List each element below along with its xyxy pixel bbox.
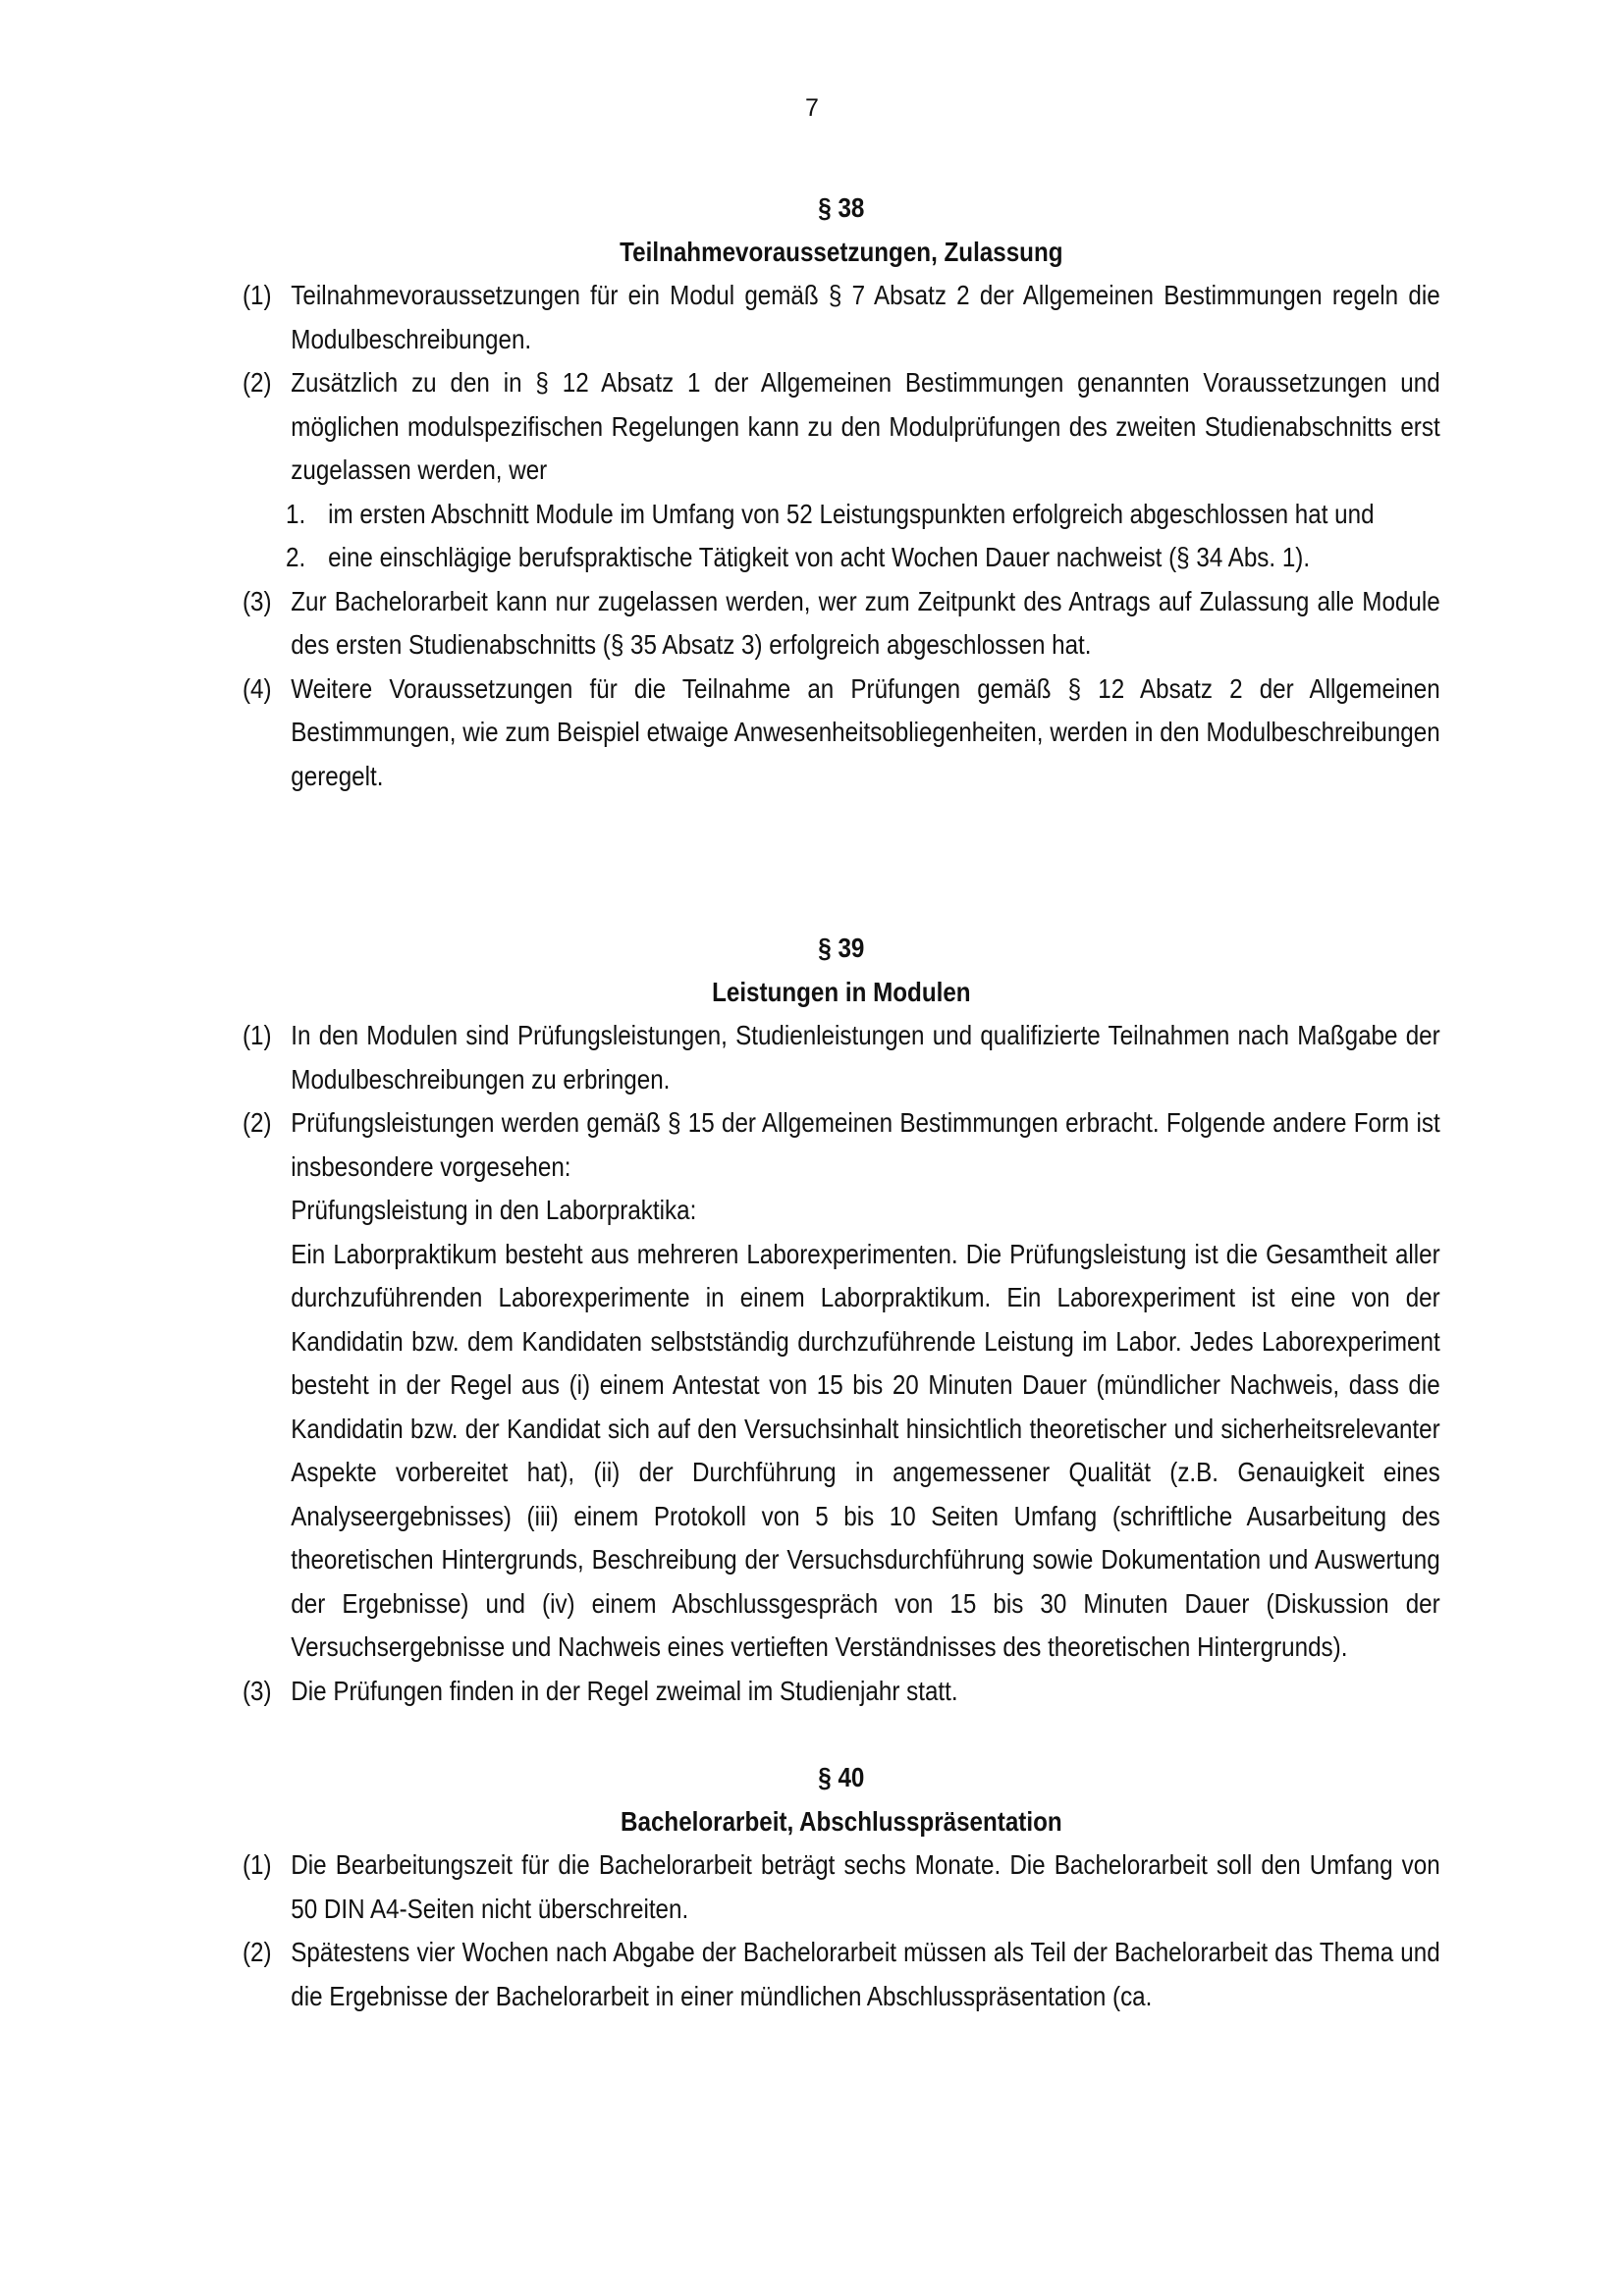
section-title: Bachelorarbeit, Abschlusspräsentation	[621, 1805, 1062, 1837]
list-item-text: im ersten Abschnitt Module im Umfang von 52 Leistungspunkten erfolgreich abgeschlossen hat und	[328, 498, 1375, 529]
document-body	[243, 187, 1440, 2018]
paragraph-number: (3)	[243, 1675, 272, 1706]
section-number: § 38	[818, 192, 865, 223]
list-item-number: 1.	[286, 498, 306, 529]
paragraph-text: In den Modulen sind Prüfungsleistungen, Studienleistungen und qualifizierte Teilnahmen nach Maßgabe der Modulbeschreibungen zu erbringen.	[291, 1020, 1440, 1095]
paragraph-text: Zur Bachelorarbeit kann nur zugelassen werden, wer zum Zeitpunkt des Antrags auf Zulassung alle Module des ersten Studienabschnitts (§ 35 Absatz 3) erfolgreich abgeschlossen hat.	[291, 585, 1440, 660]
paragraph-number: (3)	[243, 585, 272, 616]
paragraph-number: (1)	[243, 1020, 272, 1050]
paragraph-number: (2)	[243, 367, 272, 398]
paragraph-number: (4)	[243, 672, 272, 704]
list-item	[243, 493, 1440, 537]
paragraph-text: Prüfungsleistungen werden gemäß § 15 der Allgemeinen Bestimmungen erbracht. Folgende andere Form ist insbesondere vorgesehen:	[291, 1107, 1440, 1182]
section-number: § 40	[818, 1762, 865, 1792]
paragraph-number: (2)	[243, 1107, 272, 1138]
paragraph-text: Die Bearbeitungszeit für die Bachelorarbeit beträgt sechs Monate. Die Bachelorarbeit soll den Umfang von 50 DIN A4-Seiten nicht überschreiten.	[291, 1849, 1440, 1924]
paragraph	[243, 580, 1440, 667]
section-number: § 39	[818, 933, 865, 963]
paragraph	[243, 1101, 1440, 1670]
list-item-number: 2.	[286, 542, 306, 572]
paragraph-number: (1)	[243, 280, 272, 310]
paragraph-text: Weitere Voraussetzungen für die Teilnahme an Prüfungen gemäß § 12 Absatz 2 der Allgemeinen Bestimmungen, wie zum Beispiel etwaige Anwesenheitsobliegenheiten, werden in den Modulbeschreibungen geregelt.	[291, 672, 1440, 791]
section-40	[243, 1756, 1440, 2018]
paragraph	[243, 1670, 1440, 1714]
paragraph-number: (1)	[243, 1849, 272, 1880]
section-title: Leistungen in Modulen	[712, 976, 971, 1007]
paragraph-subheading: Prüfungsleistung in den Laborpraktika:	[291, 1195, 697, 1225]
page-number: 7	[805, 94, 819, 122]
paragraph-body: Ein Laborpraktikum besteht aus mehreren Laborexperimenten. Die Prüfungsleistung ist die Gesamtheit aller durchzuführenden Laborexperimente in einem Laborpraktikum. Ein Laborexperiment ist eine von der Kandidatin bzw. dem Kandidaten selbstständig durchzuführende Leistung im Labor. Jedes Laborexperiment besteht in der Regel aus (i) einem Antestat von 15 bis 20 Minuten Dauer (mündlicher Nachweis, dass die Kandidatin bzw. der Kandidat sich auf den Versuchsinhalt hinsichtlich theoretischer und sicherheitsrelevanter Aspekte vorbereitet hat), (ii) der Durchführung in angemessener Qualität (z.B. Genauigkeit eines Analyseergebnisses) (iii) einem Protokoll von 5 bis 10 Seiten Umfang (schriftliche Ausarbeitung des theoretischen Hintergrunds, Beschreibung der Versuchsdurchführung sowie Dokumentation und Auswertung der Ergebnisse) und (iv) einem Abschlussgespräch von 15 bis 30 Minuten Dauer (Diskussion der Versuchsergebnisse und Nachweis eines vertieften Verständnisses des theoretischen Hintergrunds).	[291, 1238, 1440, 1662]
paragraph	[243, 1014, 1440, 1101]
paragraph-text: Teilnahmevoraussetzungen für ein Modul gemäß § 7 Absatz 2 der Allgemeinen Bestimmungen regeln die Modulbeschreibungen.	[291, 280, 1440, 354]
section-38	[243, 187, 1440, 798]
section-title: Teilnahmevoraussetzungen, Zulassung	[620, 236, 1063, 267]
paragraph	[243, 1843, 1440, 1931]
paragraph	[243, 274, 1440, 361]
list-item	[243, 536, 1440, 580]
section-39	[243, 927, 1440, 1713]
paragraph-text: Zusätzlich zu den in § 12 Absatz 1 der Allgemeinen Bestimmungen genannten Voraussetzungen und möglichen modulspezifischen Regelungen kann zu den Modulprüfungen des zweiten Studienabschnitts erst zugelassen werden, wer	[291, 367, 1440, 485]
paragraph	[243, 1931, 1440, 2018]
paragraph	[243, 361, 1440, 493]
paragraph	[243, 667, 1440, 799]
paragraph-number: (2)	[243, 1937, 272, 1967]
list-item-text: eine einschlägige berufspraktische Tätigkeit von acht Wochen Dauer nachweist (§ 34 Abs. 1).	[328, 542, 1311, 572]
paragraph-text: Spätestens vier Wochen nach Abgabe der Bachelorarbeit müssen als Teil der Bachelorarbeit das Thema und die Ergebnisse der Bachelorarbeit in einer mündlichen Abschlusspräsentation (ca.	[291, 1937, 1440, 2011]
paragraph-text: Die Prüfungen finden in der Regel zweimal im Studienjahr statt.	[291, 1675, 958, 1706]
